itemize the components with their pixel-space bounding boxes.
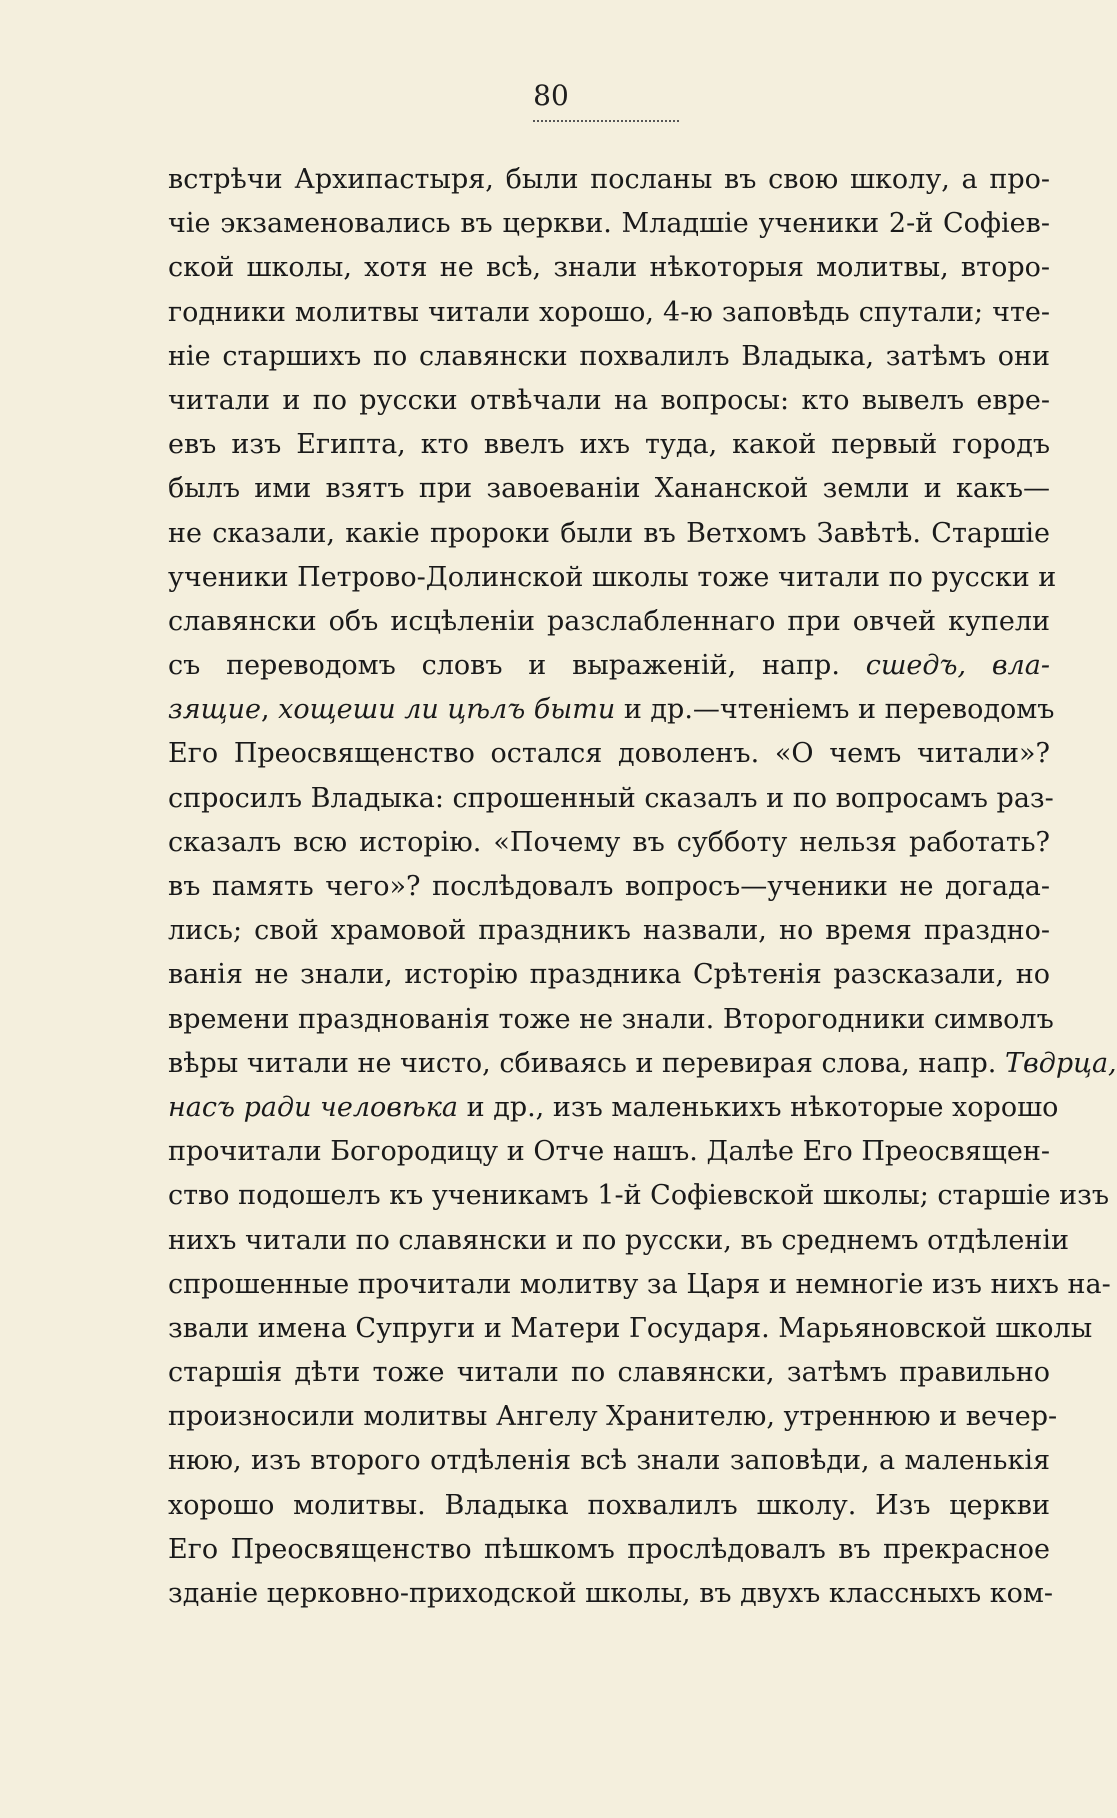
text-segment: ство подошелъ къ ученикамъ 1-й Софіевской школы; старшіе изъ — [168, 1180, 1110, 1212]
text-segment: славянски объ исцѣленіи разслабленнаго при овчей купели — [168, 605, 1050, 637]
text-segment: прочитали Богородицу и Отче нашъ. Далѣе Его Преосвящен- — [168, 1136, 1050, 1168]
text-line — [168, 998, 1054, 1042]
italic-phrase: сшедъ, вла- — [865, 650, 1050, 682]
text-segment: ученики Петрово-Долинской школы тоже читали по русски и — [168, 561, 1057, 593]
header-divider — [533, 120, 679, 122]
text-line — [168, 1263, 1111, 1307]
body-text — [168, 158, 1117, 1616]
text-line — [168, 1086, 1059, 1130]
text-line — [168, 600, 1050, 644]
italic-phrase: Твдрца, — [1004, 1047, 1117, 1079]
text-line — [168, 953, 1050, 997]
text-segment: звали имена Супруги и Матери Государя. Марьяновской школы — [168, 1312, 1093, 1344]
text-line — [168, 1484, 1050, 1528]
text-segment: съ переводомъ словъ и выраженій, напр. — [168, 650, 866, 682]
text-line — [168, 379, 1050, 423]
text-segment: и др., изъ маленькихъ нѣкоторые хорошо — [458, 1091, 1059, 1123]
text-segment: встрѣчи Архипастыря, были посланы въ свою школу, а про- — [168, 164, 1050, 195]
text-segment: ніе старшихъ по славянски похвалилъ Владыка, затѣмъ они — [168, 340, 1050, 372]
text-line — [168, 1307, 1093, 1351]
text-segment: вѣры читали не чисто, сбиваясь и перевирая слова, напр. — [168, 1047, 1005, 1079]
text-line — [168, 865, 1050, 909]
text-segment: произносили молитвы Ангелу Хранителю, утреннюю и вечер- — [168, 1401, 1058, 1433]
text-segment: евъ изъ Египта, кто ввелъ ихъ туда, какой первый городъ — [168, 429, 1050, 461]
text-line — [168, 1130, 1050, 1174]
italic-phrase: хощеши ли цѣлъ быти — [278, 694, 616, 726]
text-line — [168, 644, 1050, 688]
text-line — [168, 821, 1050, 865]
text-segment: и др.—чтеніемъ и переводомъ — [615, 694, 1055, 726]
text-segment: былъ ими взятъ при завоеваніи Хананской земли и какъ— — [168, 473, 1050, 505]
text-segment: чіе экзаменовались въ церкви. Младшіе ученики 2-й Софіев- — [168, 208, 1050, 240]
text-segment: зданіе церковно-приходской школы, въ двухъ классныхъ ком- — [168, 1578, 1053, 1609]
text-line — [168, 1174, 1110, 1218]
text-line — [168, 556, 1057, 600]
italic-phrase: насъ ради человѣка — [168, 1091, 459, 1123]
text-line — [168, 909, 1050, 953]
text-line — [168, 777, 1054, 821]
text-segment: Его Преосвященство остался доволенъ. «О чемъ читали»? — [168, 738, 1050, 770]
text-segment: времени празднованія тоже не знали. Второгодники символъ — [168, 1003, 1054, 1035]
text-line — [168, 335, 1050, 379]
text-segment: не сказали, какіе пророки были въ Ветхомъ Завѣтѣ. Старшіе — [168, 517, 1050, 549]
text-line — [168, 1395, 1058, 1439]
italic-phrase: зящие — [168, 694, 261, 726]
text-line — [168, 1042, 1117, 1086]
text-segment: нюю, изъ второго отдѣленія всѣ знали заповѣди, а маленькія — [168, 1445, 1050, 1477]
text-line — [168, 158, 1050, 202]
text-line — [168, 1351, 1050, 1395]
text-segment: Его Преосвященство пѣшкомъ прослѣдовалъ въ прекрасное — [168, 1533, 1050, 1565]
text-line — [168, 1439, 1050, 1483]
text-line — [168, 1219, 1070, 1263]
text-line — [168, 1528, 1050, 1572]
text-segment: нихъ читали по славянски и по русски, въ среднемъ отдѣленіи — [168, 1224, 1070, 1256]
page-number: 80 — [533, 79, 569, 112]
text-segment: , — [261, 694, 279, 726]
text-segment: хорошо молитвы. Владыка похвалилъ школу. Изъ церкви — [168, 1489, 1050, 1521]
text-segment: годники молитвы читали хорошо, 4-ю заповѣдь спутали; чте- — [168, 296, 1050, 328]
text-segment: сказалъ всю исторію. «Почему въ субботу нельзя работать? — [168, 826, 1050, 858]
text-segment: ванія не знали, исторію праздника Срѣтенія разсказали, но — [168, 959, 1050, 991]
text-line — [168, 246, 1050, 290]
text-line — [168, 512, 1050, 556]
text-segment: ской школы, хотя не всѣ, знали нѣкоторыя молитвы, второ- — [168, 252, 1050, 284]
text-line — [168, 467, 1050, 511]
text-segment: въ память чего»? послѣдовалъ вопросъ—ученики не догада- — [168, 871, 1050, 902]
text-line — [168, 732, 1050, 776]
text-segment: спросилъ Владыка: спрошенный сказалъ и по вопросамъ раз- — [168, 782, 1054, 814]
text-line — [168, 1572, 1053, 1616]
text-segment: лись; свой храмовой праздникъ назвали, но время праздно- — [168, 915, 1050, 947]
text-segment: старшія дѣти тоже читали по славянски, затѣмъ правильно — [168, 1357, 1050, 1389]
text-segment: читали и по русски отвѣчали на вопросы: кто вывелъ евре- — [168, 384, 1050, 416]
text-line — [168, 688, 1055, 732]
text-line — [168, 202, 1050, 246]
text-segment: спрошенные прочитали молитву за Царя и немногіе изъ нихъ на- — [168, 1268, 1111, 1300]
text-line — [168, 291, 1050, 335]
text-line — [168, 423, 1050, 467]
